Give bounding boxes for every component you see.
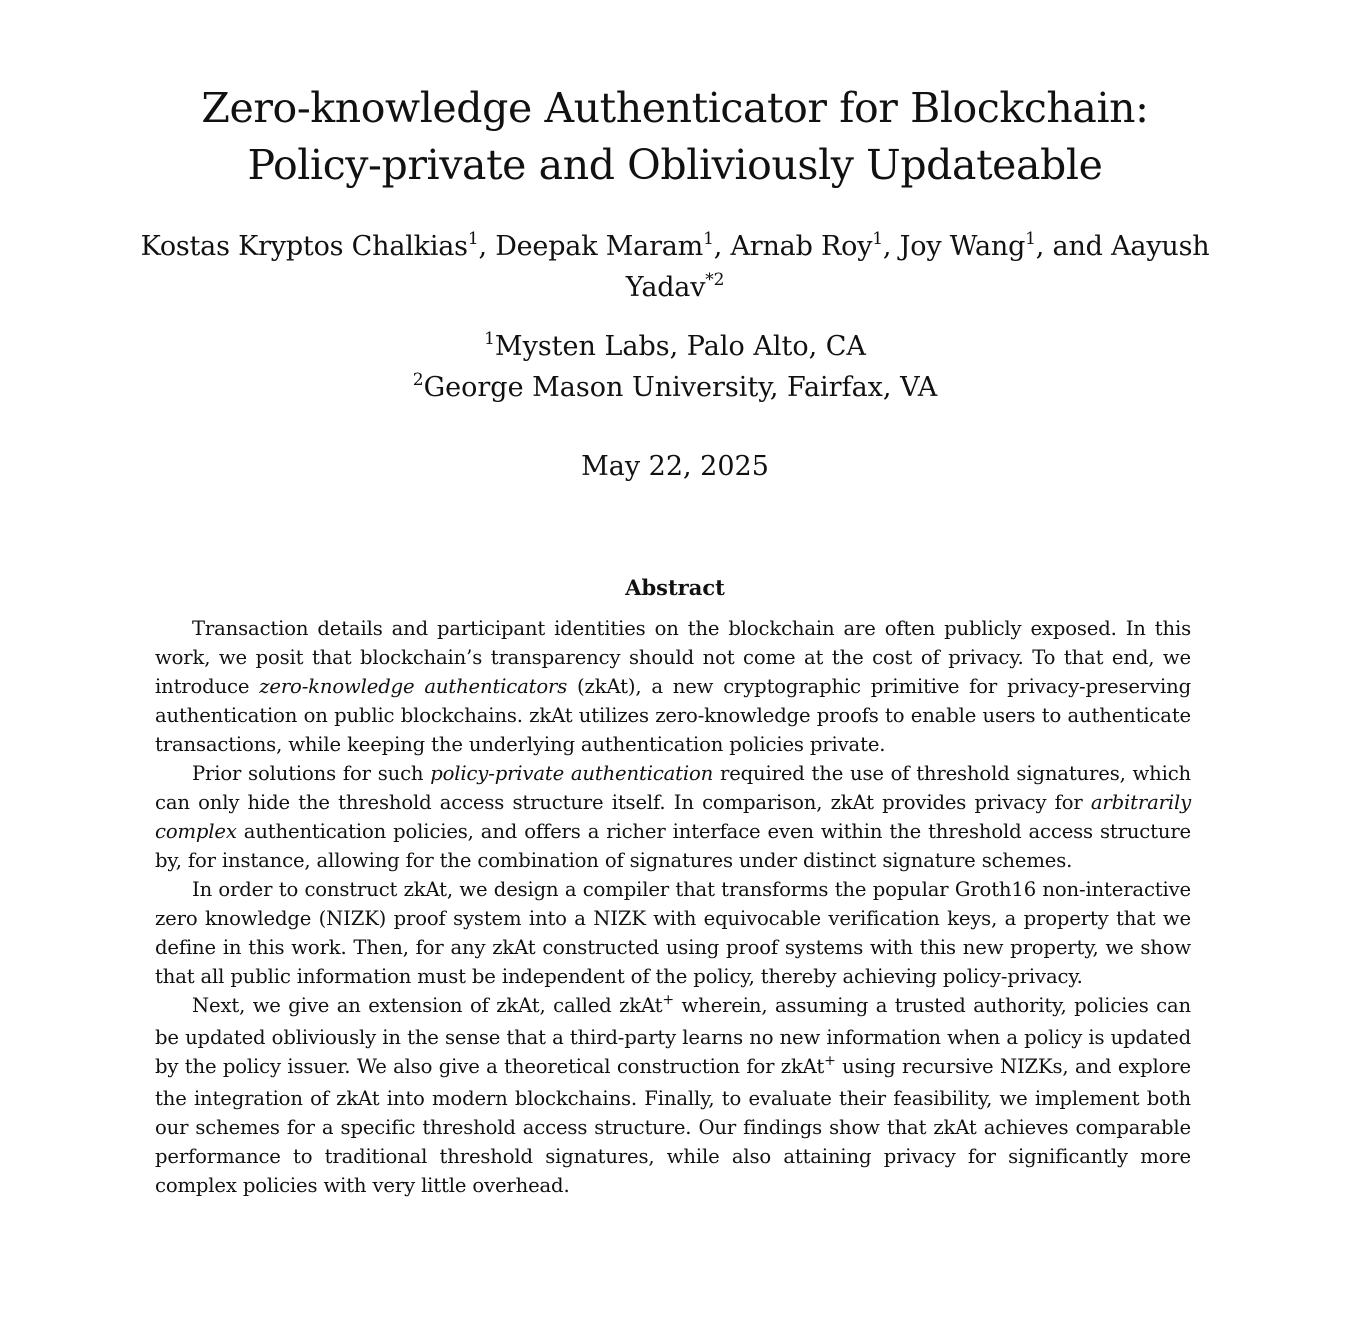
text-run: wherein, assuming a trusted authority, policies can be updated obliviously in the sense that a third-party learns no new information when a policy is updated by the policy issuer. We also give a theoretical construction for zkAt	[155, 994, 1192, 1078]
text-run: required the use of threshold signatures, which can only hide the threshold access structure itself. In comparison, zkAt provides privacy for	[155, 762, 1192, 814]
superscript-plus: +	[662, 992, 674, 1008]
abstract-paragraph-3: In order to construct zkAt, we design a compiler that transforms the popular Groth16 non-interactive zero knowledge (NIZK) proof system into a NIZK with equivocable verification keys, a property that we define in this work. Then, for any zkAt constructed using proof systems with this new property, we show that all public information must be independent of the policy, thereby achieving policy-privacy.	[155, 878, 1191, 988]
text-run: Prior solutions for such	[192, 762, 431, 785]
author-affiliation-mark: 1	[872, 229, 883, 249]
affiliation-mark: 1	[484, 329, 495, 349]
affiliation-text: Mysten Labs, Palo Alto, CA	[494, 331, 866, 362]
affiliation	[0, 328, 1350, 369]
text-run: Transaction details and participant identities on the blockchain are often publicly exposed. In this work, we posit that blockchain’s transparency should not come at the cost of privacy. To that end, we introduce	[155, 617, 1191, 698]
author-affiliation-mark: 1	[1025, 229, 1036, 249]
author-separator: ,	[713, 231, 731, 262]
paper-title	[0, 80, 1350, 194]
author-name: Arnab Roy	[730, 231, 873, 262]
abstract-paragraph-1	[155, 614, 1191, 759]
publication-date: May 22, 2025	[581, 451, 769, 482]
affiliation-text: George Mason University, Fairfax, VA	[423, 372, 938, 403]
abstract-body	[155, 614, 1191, 1200]
text-run: using recursive NIZKs, and explore the integration of zkAt into modern blockchains. Finally, to evaluate their feasibility, we implement both our schemes for a specific threshold access structure. Our findings show that zkAt achieves comparable performance to traditional threshold signatures, while also attaining privacy for significantly more complex policies with very little overhead.	[155, 1055, 1191, 1197]
emphasis-term: policy-private authentication	[430, 762, 714, 785]
text-run: authentication policies, and offers a richer interface even within the threshold access structure by, for instance, allowing for the combination of signatures under distinct signature schemes.	[155, 820, 1191, 872]
author-separator: ,	[478, 231, 496, 262]
author-affiliation-mark: *2	[705, 270, 725, 290]
abstract-heading: Abstract	[625, 575, 725, 600]
author-separator: ,	[882, 231, 900, 262]
author-affiliation-mark: 1	[703, 229, 714, 249]
text-run: Next, we give an extension of zkAt, called zkAt	[192, 994, 663, 1017]
author-affiliation-mark: 1	[467, 229, 479, 249]
affiliation	[0, 369, 1350, 410]
author-list	[100, 228, 1250, 310]
author-name: Kostas Kryptos Chalkias	[140, 231, 468, 262]
author-separator: , and	[1035, 231, 1112, 262]
author-name: Joy Wang	[899, 231, 1026, 262]
abstract-paragraph-4	[155, 991, 1191, 1200]
author-name: Aayush Yadav	[625, 231, 1210, 303]
title-line-1: Zero-knowledge Authenticator for Blockchain:	[201, 84, 1149, 132]
text-run: (zkAt), a new cryptographic primitive for privacy-preserving authentication on public blockchains. zkAt utilizes zero-knowledge proofs to enable users to authenticate transactions, while keeping the underlying authentication policies private.	[155, 675, 1191, 756]
emphasis-term: arbitrarily complex	[155, 791, 1191, 843]
author-name: Deepak Maram	[495, 231, 704, 262]
superscript-plus: +	[824, 1053, 836, 1069]
affiliation-list	[0, 328, 1350, 410]
emphasis-term: zero-knowledge authenticators	[259, 675, 568, 698]
abstract-paragraph-2	[155, 759, 1191, 875]
title-line-2: Policy-private and Obliviously Updateable	[247, 141, 1103, 189]
affiliation-mark: 2	[412, 370, 424, 390]
